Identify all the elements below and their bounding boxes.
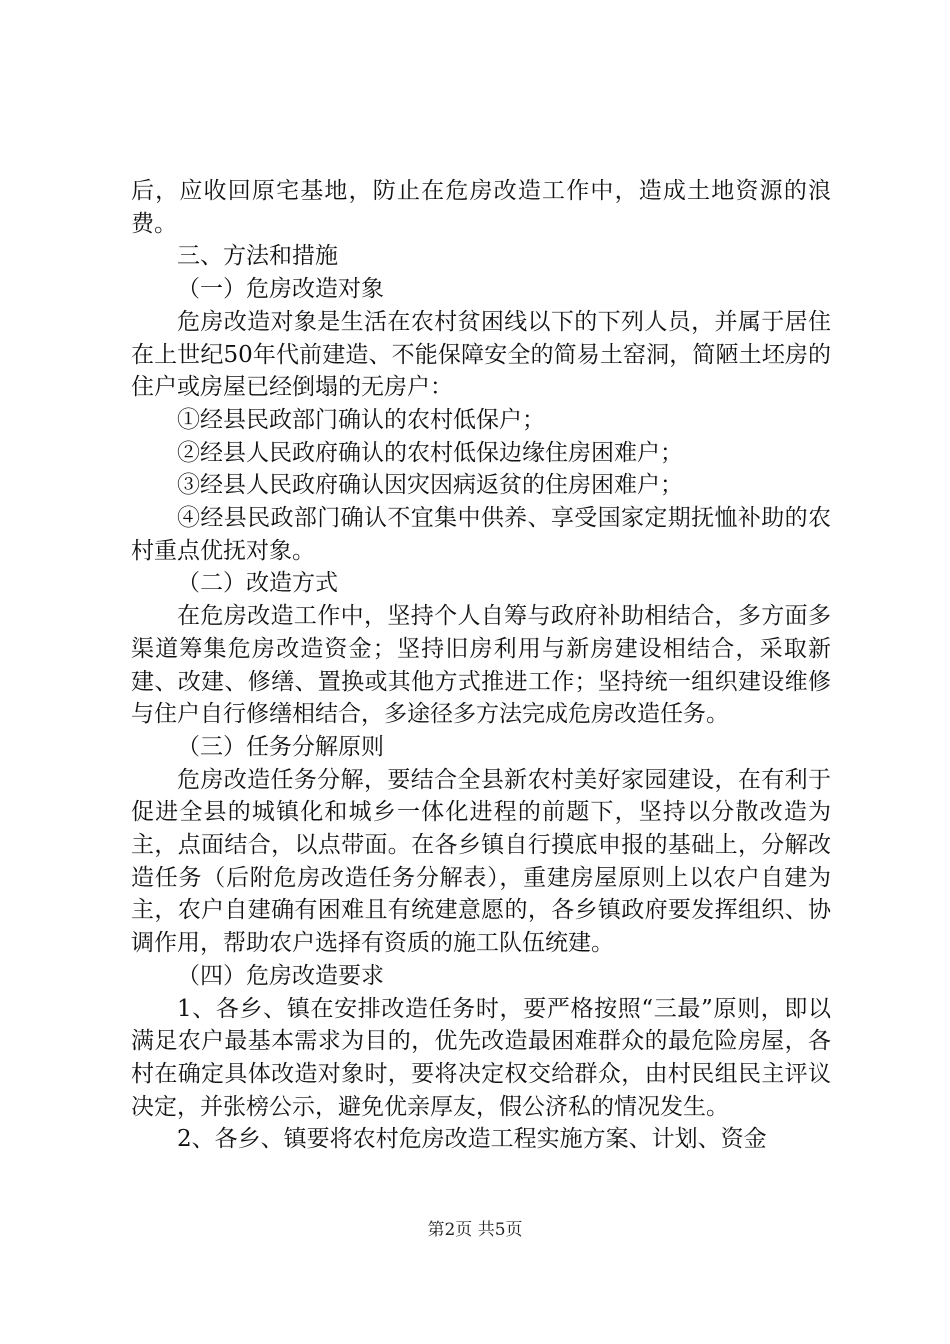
paragraph-continuation: 后，应收回原宅基地，防止在危房改造工作中，造成土地资源的浪费。 (131, 178, 831, 237)
paragraph-principles: 危房改造任务分解，要结合全县新农村美好家园建设，在有利于促进全县的城镇化和城乡一体化进程的前题下，坚持以分散改造为主，点面结合，以点带面。在各乡镇自行摸底申报的基础上，分解改造任务（后附危房改造任务分解表），重建房屋原则上以农户自建为主，农户自建确有困难且有统建意愿的，各乡镇政府要发挥组织、协调作用，帮助农户选择有资质的施工队伍统建。 (131, 766, 831, 957)
section-heading-methods: 三、方法和措施 (177, 243, 338, 270)
paragraph-targets: 危房改造对象是生活在农村贫困线以下的下列人员，并属于居住在上世纪50年代前建造、不能保障安全的简易土窑洞，简陋土坯房的住户或房屋已经倒塌的无房户： (131, 308, 831, 401)
subsection-heading-methods: （二）改造方式 (177, 570, 338, 597)
subsection-heading-targets: （一）危房改造对象 (177, 276, 384, 303)
paragraph-requirement-2: 2、各乡、镇要将农村危房改造工程实施方案、计划、资金 (177, 1126, 767, 1153)
paragraph-methods: 在危房改造工作中，坚持个人自筹与政府补助相结合，多方面多渠道筹集危房改造资金；坚持旧房利用与新房建设相结合，采取新建、改建、修缮、置换或其他方式推进工作；坚持统一组织建设维修与住户自行修缮相结合，多途径多方法完成危房改造任务。 (131, 603, 831, 728)
page-footer: 第2页 共5页 (427, 1220, 523, 1240)
list-item-1: ①经县民政部门确认的农村低保户； (177, 406, 545, 433)
document-body (131, 175, 831, 1156)
list-item-3: ③经县人民政府确认因灾因病返贫的住房困难户； (177, 472, 683, 499)
list-item-2: ②经县人民政府确认的农村低保边缘住房困难户； (177, 439, 683, 466)
paragraph-requirement-1: 1、各乡、镇在安排改造任务时，要严格按照“三最”原则，即以满足农户最基本需求为目的，优先改造最困难群众的最危险房屋，各村在确定具体改造对象时，要将决定权交给群众，由村民组民主评议决定，并张榜公示，避免优亲厚友，假公济私的情况发生。 (131, 995, 831, 1120)
subsection-heading-principles: （三）任务分解原则 (177, 733, 384, 760)
subsection-heading-requirements: （四）危房改造要求 (177, 962, 384, 989)
list-item-4: ④经县民政部门确认不宜集中供养、享受国家定期抚恤补助的农村重点优抚对象。 (131, 505, 831, 564)
